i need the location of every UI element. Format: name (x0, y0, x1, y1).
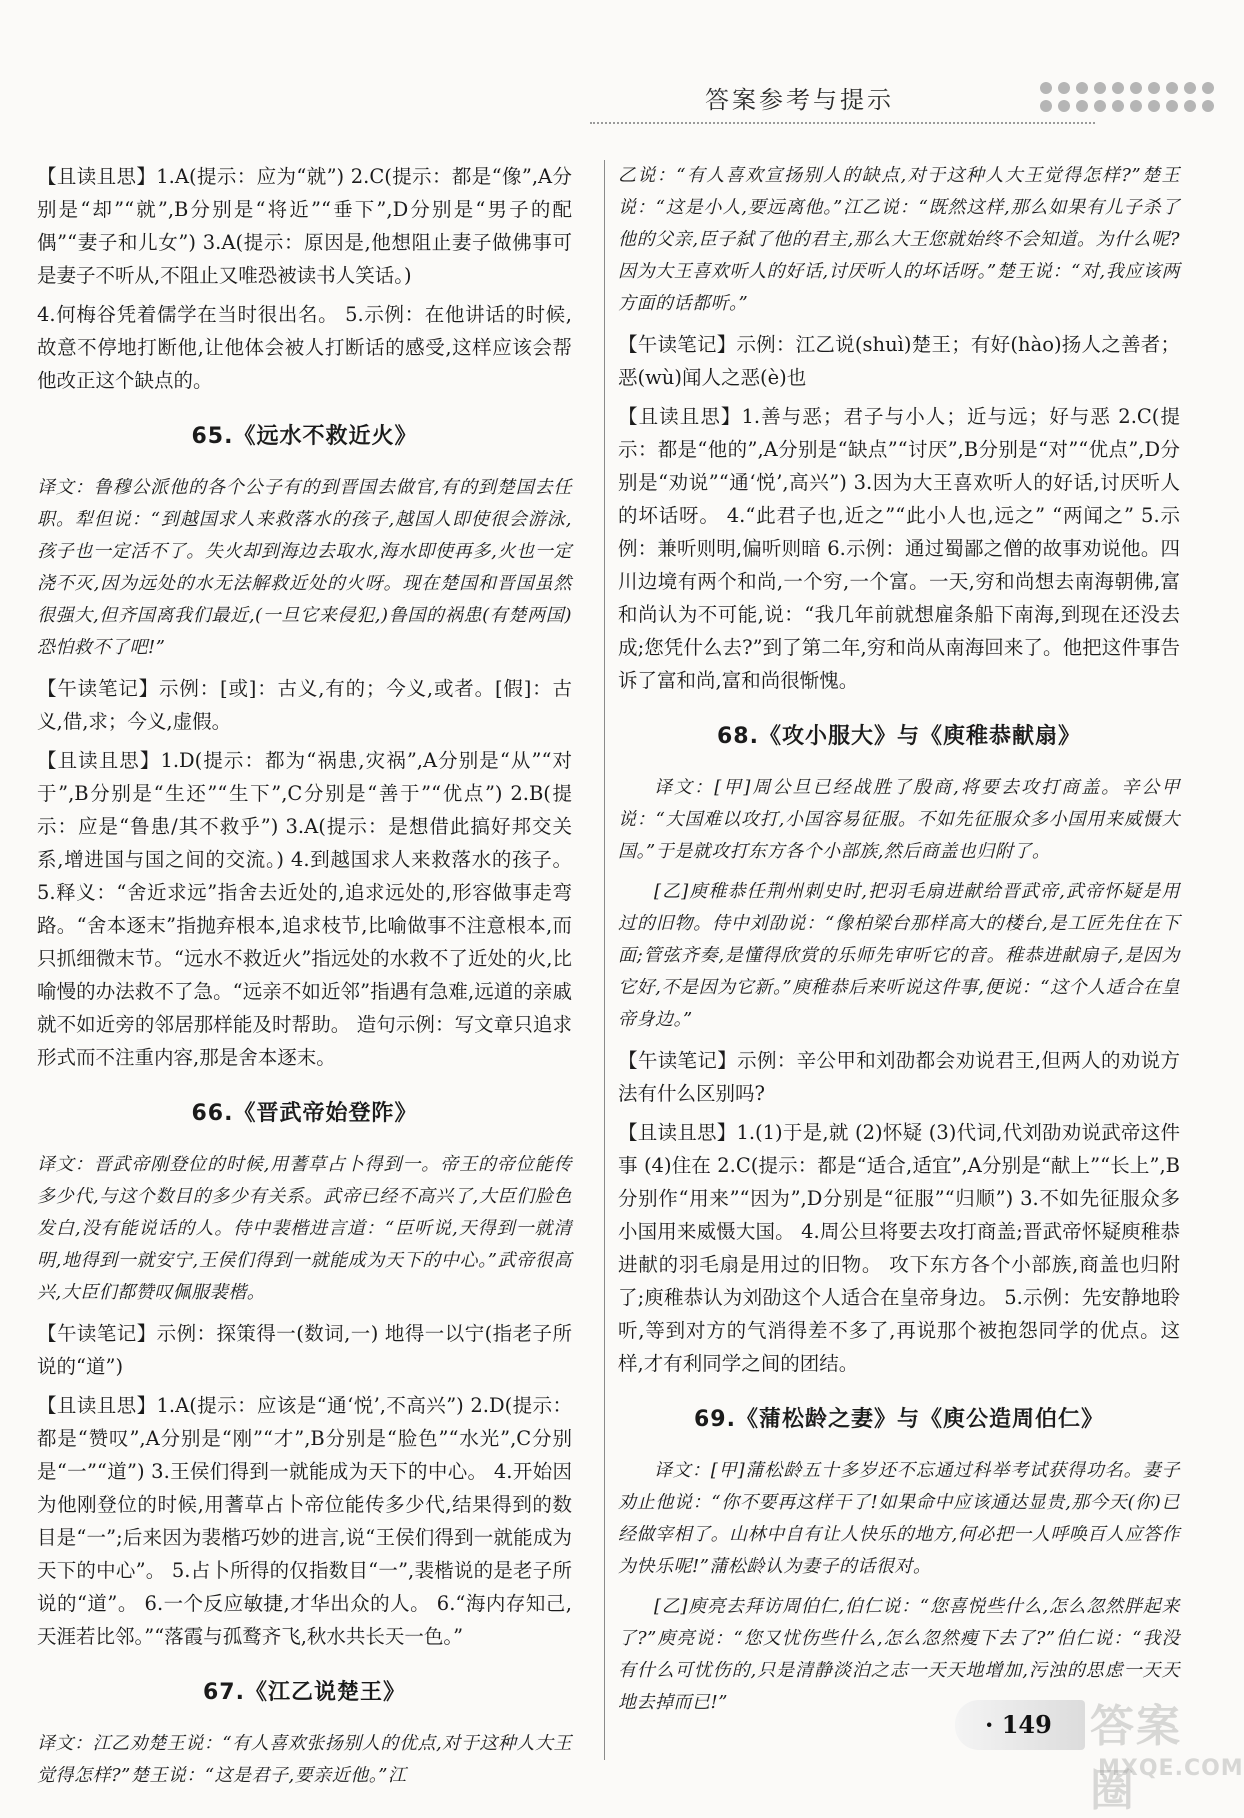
translation-paragraph: 译文：[甲]蒲松龄五十多岁还不忘通过科举考试获得功名。妻子劝止他说：“你不要再这样干了!如果命中应该通达显贵,那今天(你)已经做宰相了。山林中自有让人快乐的地方,何必把一人呼唤百人应答作为快乐呢!”蒲松龄认为妻子的话很对。 (618, 1460, 1180, 1577)
translation-paragraph: 译文：江乙劝楚王说：“有人喜欢张扬别人的优点,对于这种人大王觉得怎样?”楚王说：“这是君子,要亲近他。”江 (37, 1733, 572, 1786)
answer-paragraph: 【午读笔记】示例：[或]：古义,有的；今义,或者。[假]：古义,借,求；今义,虚假。 (37, 677, 572, 733)
header-dot (1094, 100, 1106, 112)
header-dot (1166, 82, 1178, 94)
header-dot (1130, 100, 1142, 112)
section-title: 67.《江乙说楚王》 (203, 1680, 406, 1705)
header-rule (590, 122, 1095, 124)
translation-paragraph: 译文：[甲]周公旦已经战胜了殷商,将要去攻打商盖。辛公甲说：“大国难以攻打,小国容易征服。不如先征服众多小国用来威慑大国。”于是就攻打东方各个小部族,然后商盖也归附了。 (618, 777, 1180, 862)
header-dot (1112, 100, 1124, 112)
answer-paragraph: 【且读且思】1.(1)于是,就 (2)怀疑 (3)代词,代刘劭劝说武帝这件事 (4)住在 2.C(提示：都是“适合,适宜”,A分别是“献上”“长上”,B分别作“用来”“因为”,D分别是“征服”“归顺”) 3.不如先征服众多小国用来威慑大国。 4.周公旦将要去攻打商盖;晋武帝怀疑庾稚恭进献的羽毛扇是用过的旧物。 攻下东方各个小部族,商盖也归附了;庾稚恭认为刘劭这个人适合在皇帝身边。 5.示例：先安静地聆听,等到对方的气消得差不多了,再说那个被抱怨同学的优点。这样,才有利同学之间的团结。 (618, 1121, 1180, 1375)
header-title: 答案参考与提示 (705, 86, 894, 114)
watermark-main: 答案圈 (1090, 1701, 1182, 1816)
translation-paragraph: 译文：晋武帝刚登位的时候,用蓍草占卜得到一。帝王的帝位能传多少代,与这个数目的多少有关系。武帝已经不高兴了,大臣们脸色发白,没有能说话的人。侍中裴楷进言道：“臣听说,天得到一就清明,地得到一就安宁,王侯们得到一就能成为天下的中心。”武帝很高兴,大臣们都赞叹佩服裴楷。 (37, 1154, 572, 1303)
translation-paragraph: 乙说：“有人喜欢宣扬别人的缺点,对于这种人大王觉得怎样?”楚王说：“这是小人,要远离他。”江乙说：“既然这样,那么如果有儿子杀了他的父亲,臣子弑了他的君主,那么大王您就始终不会知道。为什么呢?因为大王喜欢听人的好话,讨厌听人的坏话呀。”楚王说：“对,我应该两方面的话都听。” (618, 165, 1180, 314)
header-dot (1148, 100, 1160, 112)
section-title: 68.《攻小服大》与《庾稚恭献扇》 (717, 724, 1081, 749)
answer-paragraph: 【午读笔记】示例：江乙说(shuì)楚王；有好(hào)扬人之善者；恶(wù)闻人之恶(è)也 (618, 333, 1180, 389)
answer-paragraph: 4.何梅谷凭着儒学在当时很出名。 5.示例：在他讲话的时候,故意不停地打断他,让他体会被人打断话的感受,这样应该会帮他改正这个缺点的。 (37, 303, 572, 392)
section-title: 66.《晋武帝始登阼》 (191, 1101, 418, 1126)
column-divider (604, 160, 605, 1760)
answer-paragraph: 【且读且思】1.A(提示：应该是“通‘悦’,不高兴”) 2.D(提示：都是“赞叹”,A分别是“刚”“才”,B分别是“脸色”“水光”,C分别是“一”“道”) 3.王侯们得到一就能成为天下的中心。 4.开始因为他刚登位的时候,用蓍草占卜帝位能传多少代,结果得到的数目是“一”;后来因为裴楷巧妙的进言,说“王侯们得到一就能成为天下的中心”。 5.占卜所得的仅指数目“一”,裴楷说的是老子所说的“道”。 6.一个反应敏捷,才华出众的人。 6.“海内存知己,天涯若比邻。”“落霞与孤鹜齐飞,秋水共长天一色。” (37, 1394, 572, 1648)
watermark-url: MXQE.COM (1098, 1756, 1244, 1781)
header-dot (1166, 100, 1178, 112)
header-dot (1094, 82, 1106, 94)
header-dot (1130, 82, 1142, 94)
section-title: 65.《远水不救近火》 (191, 424, 418, 449)
header-dot (1202, 100, 1214, 112)
answer-paragraph: 【且读且思】1.善与恶；君子与小人；近与远；好与恶 2.C(提示：都是“他的”,A分别是“缺点”“讨厌”,B分别是“对”“优点”,D分别是“劝说”“通‘悦’,高兴”) 3.因为大王喜欢听人的好话,讨厌听人的坏话呀。 4.“此君子也,近之”“此小人也,远之” “两闻之” 5.示例：兼听则明,偏听则暗 6.示例：通过蜀鄙之僧的故事劝说他。四川边境有两个和尚,一个穷,一个富。一天,穷和尚想去南海朝佛,富和尚认为不可能,说：“我几年前就想雇条船下南海,到现在还没去成;您凭什么去?”到了第二年,穷和尚从南海回来了。他把这件事告诉了富和尚,富和尚很惭愧。 (618, 405, 1180, 692)
answer-paragraph: 【午读笔记】示例：探策得一(数词,一) 地得一以宁(指老子所说的“道”) (37, 1322, 572, 1378)
header-dot (1058, 100, 1070, 112)
left-column (37, 160, 572, 1800)
watermark-logo (1090, 1690, 1244, 1816)
header-dot (1076, 82, 1088, 94)
answer-paragraph: 【且读且思】1.D(提示：都为“祸患,灾祸”,A分别是“从”“对于”,B分别是“生还”“生下”,C分别是“善于”“优点”) 2.B(提示：应是“鲁患/其不救乎”) 3.A(提示：是想借此搞好邦交关系,增进国与国之间的交流。) 4.到越国求人来救落水的孩子。 5.释义：“舍近求远”指舍去近处的,追求远处的,形容做事走弯路。“舍本逐末”指抛弃根本,追求枝节,比喻做事不注意根本,而只抓细微末节。“远水不救近火”指远处的水救不了近处的火,比喻慢的办法救不了急。“远亲不如近邻”指遇有急难,远道的亲戚就不如近旁的邻居那样能及时帮助。 造句示例：写文章只追求形式而不注重内容,那是舍本逐末。 (37, 749, 572, 1069)
header-dots-decoration (1040, 76, 1225, 122)
section-title: 69.《蒲松龄之妻》与《庾公造周伯仁》 (694, 1407, 1104, 1432)
header-dot (1058, 82, 1070, 94)
right-column (618, 160, 1180, 1727)
header-dot (1202, 82, 1214, 94)
translation-paragraph: [乙]庾稚恭任荆州刺史时,把羽毛扇进献给晋武帝,武帝怀疑是用过的旧物。侍中刘劭说：“像柏梁台那样高大的楼台,是工匠先住在下面;管弦齐奏,是懂得欣赏的乐师先审听它的音。稚恭进献扇子,是因为它好,不是因为它新。”庾稚恭后来听说这件事,便说：“这个人适合在皇帝身边。” (618, 881, 1180, 1030)
header-dot (1076, 100, 1088, 112)
answer-paragraph: 【午读笔记】示例：辛公甲和刘劭都会劝说君王,但两人的劝说方法有什么区别吗? (618, 1049, 1180, 1105)
header-dot (1040, 82, 1052, 94)
header-dot (1148, 82, 1160, 94)
page-number: · 149 (985, 1710, 1052, 1739)
answer-paragraph: 【且读且思】1.A(提示：应为“就”) 2.C(提示：都是“像”,A分别是“却”“就”,B分别是“将近”“垂下”,D分别是“男子的配偶”“妻子和儿女”) 3.A(提示：原因是,他想阻止妻子做佛事可是妻子不听从,不阻止又唯恐被读书人笑话。) (37, 165, 572, 287)
header-dot (1184, 100, 1196, 112)
translation-paragraph: 译文：鲁穆公派他的各个公子有的到晋国去做官,有的到楚国去任职。犁但说：“到越国求人来救落水的孩子,越国人即使很会游泳,孩子也一定活不了。失火却到海边去取水,海水即使再多,火也一定浇不灭,因为远处的水无法解救近处的火呀。现在楚国和晋国虽然很强大,但齐国离我们最近,(一旦它来侵犯,)鲁国的祸患(有楚两国)恐怕救不了吧!” (37, 477, 572, 658)
translation-paragraph: [乙]庾亮去拜访周伯仁,伯仁说：“您喜悦些什么,怎么忽然胖起来了?”庾亮说：“您又忧伤些什么,怎么忽然瘦下去了?”伯仁说：“我没有什么可忧伤的,只是清静淡泊之志一天天地增加,污浊的思虑一天天地去掉而已!” (618, 1596, 1180, 1713)
header-dot (1040, 100, 1052, 112)
header-dot (1112, 82, 1124, 94)
header-dot (1184, 82, 1196, 94)
